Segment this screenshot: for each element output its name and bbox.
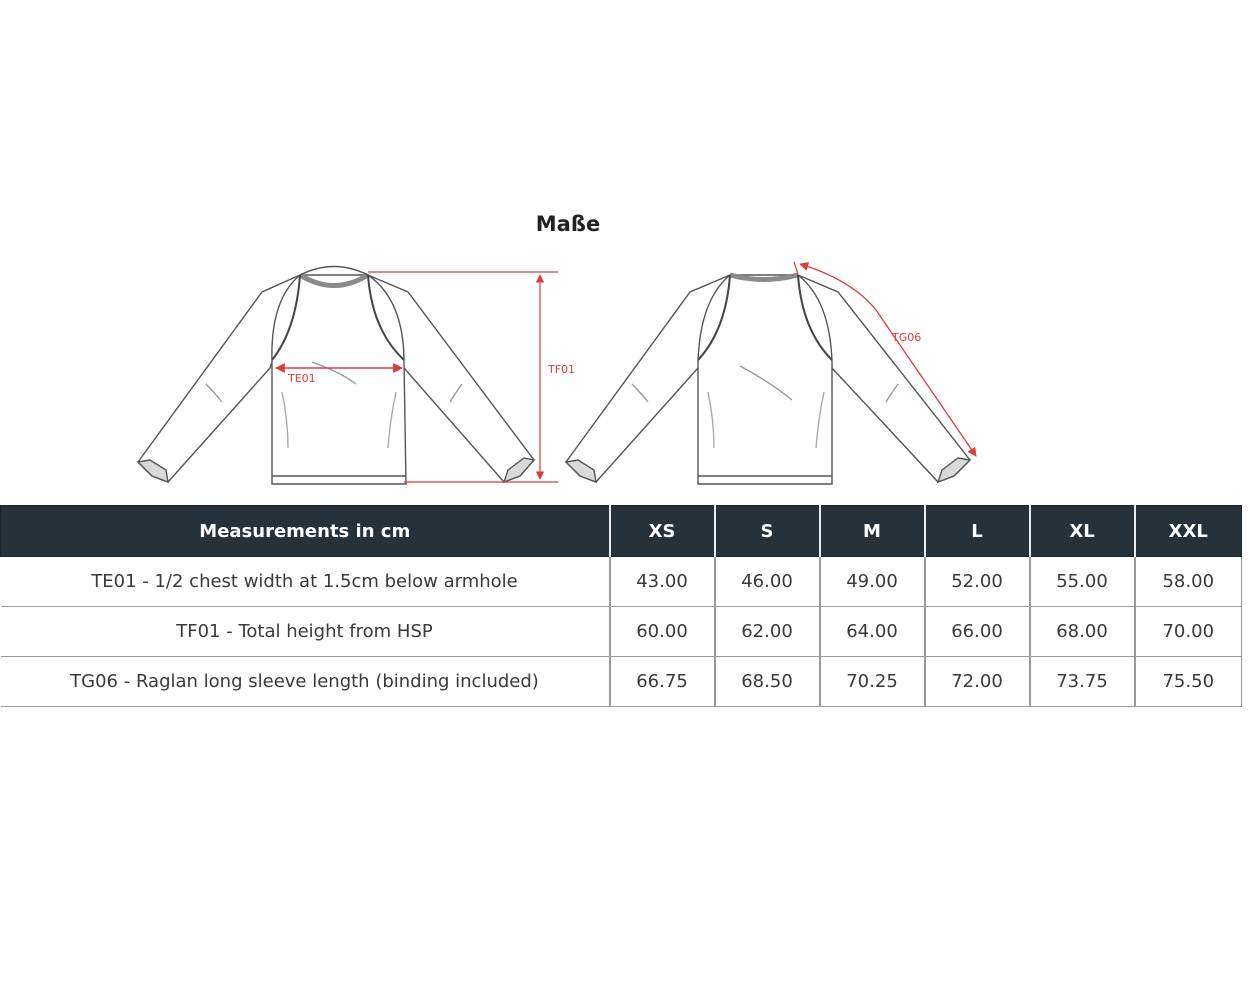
table-row bbox=[1, 657, 1242, 707]
page-title: Maße bbox=[535, 212, 601, 236]
table-cell: 60.00 bbox=[610, 607, 715, 657]
table-row bbox=[1, 607, 1242, 657]
front-view-sweater bbox=[138, 267, 534, 485]
height-measure-label: TF01 bbox=[548, 363, 576, 376]
table-cell: 43.00 bbox=[610, 557, 715, 607]
table-cell: 68.50 bbox=[715, 657, 820, 707]
table-cell: 62.00 bbox=[715, 607, 820, 657]
row-label: TF01 - Total height from HSP bbox=[1, 607, 610, 657]
table-cell: 46.00 bbox=[715, 557, 820, 607]
header-cell: XXL bbox=[1135, 506, 1242, 557]
table-row bbox=[1, 557, 1242, 607]
header-cell: S bbox=[715, 506, 820, 557]
header-cell: Measurements in cm bbox=[1, 506, 610, 557]
table-cell: 73.75 bbox=[1030, 657, 1135, 707]
header-cell: XL bbox=[1030, 506, 1135, 557]
table-cell: 70.00 bbox=[1135, 607, 1242, 657]
header-cell: XS bbox=[610, 506, 715, 557]
table-cell: 72.00 bbox=[925, 657, 1030, 707]
header-cell: L bbox=[925, 506, 1030, 557]
table-cell: 66.75 bbox=[610, 657, 715, 707]
table-cell: 66.00 bbox=[925, 607, 1030, 657]
row-label: TG06 - Raglan long sleeve length (binding included) bbox=[1, 657, 610, 707]
table-cell: 68.00 bbox=[1030, 607, 1135, 657]
table-cell: 55.00 bbox=[1030, 557, 1135, 607]
garment-illustration bbox=[0, 240, 1250, 500]
table-cell: 58.00 bbox=[1135, 557, 1242, 607]
sleeve-measure-label: TG06 bbox=[892, 331, 922, 344]
table-cell: 75.50 bbox=[1135, 657, 1242, 707]
chest-measure-label: TE01 bbox=[288, 372, 316, 385]
table-cell: 52.00 bbox=[925, 557, 1030, 607]
table-cell: 64.00 bbox=[820, 607, 925, 657]
table-header-row bbox=[1, 506, 1242, 557]
table-cell: 49.00 bbox=[820, 557, 925, 607]
table-cell: 70.25 bbox=[820, 657, 925, 707]
row-label: TE01 - 1/2 chest width at 1.5cm below armhole bbox=[1, 557, 610, 607]
back-view-sweater bbox=[566, 275, 970, 484]
size-table bbox=[0, 505, 1242, 707]
header-cell: M bbox=[820, 506, 925, 557]
